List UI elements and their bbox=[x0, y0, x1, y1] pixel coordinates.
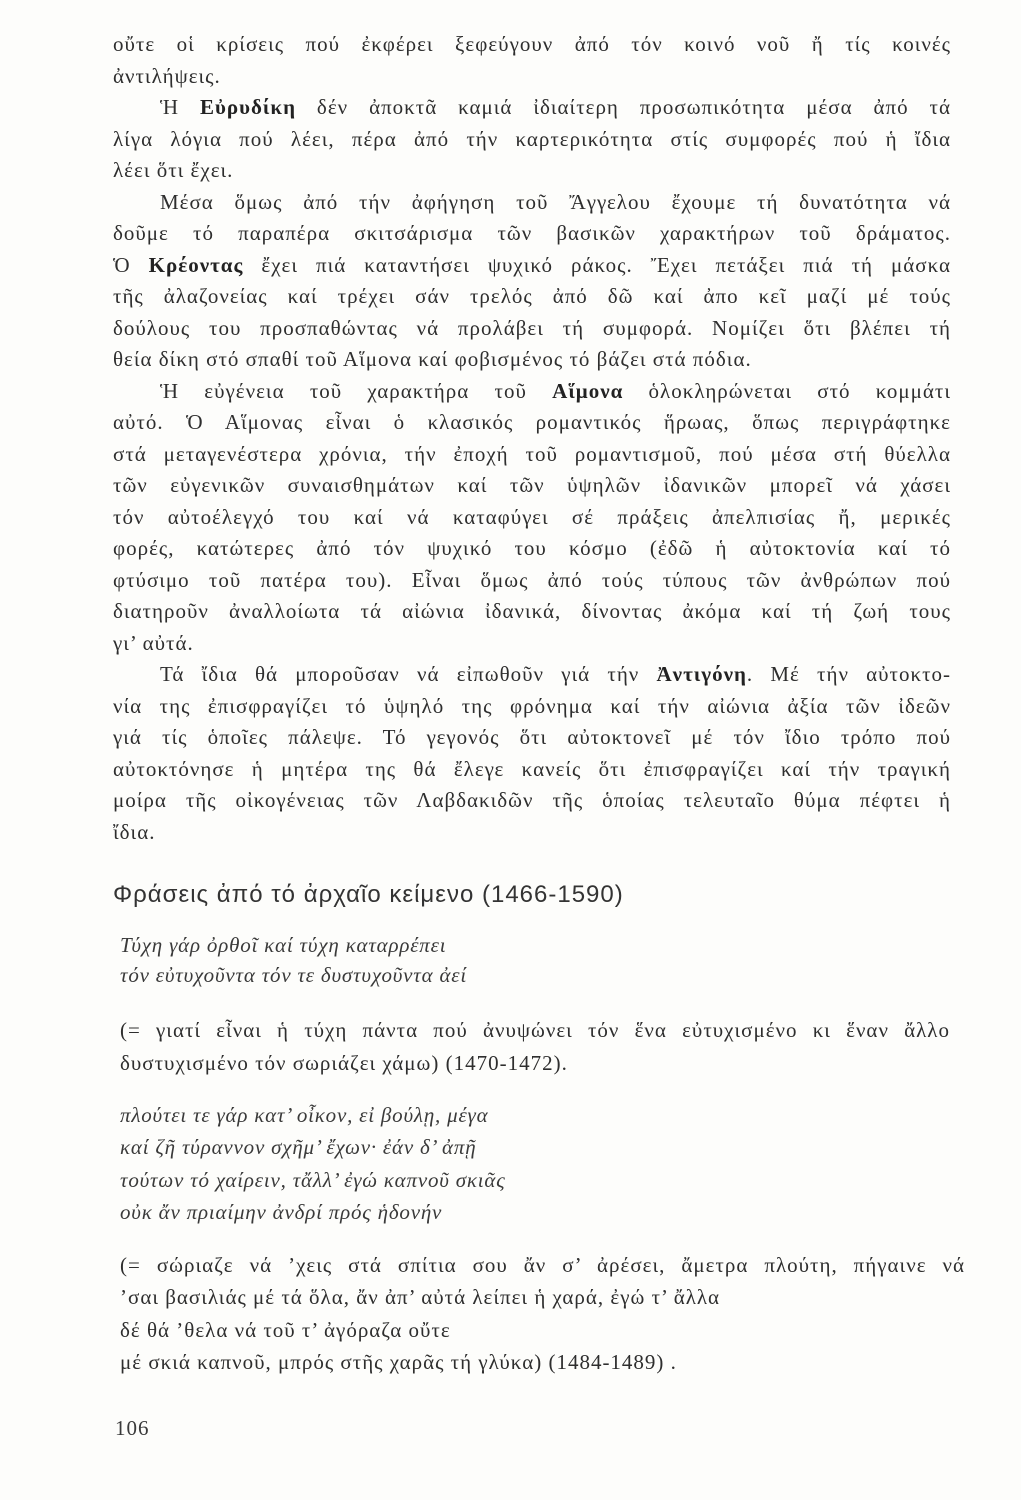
line-text: Ὁ bbox=[113, 252, 149, 277]
body-line: γι’ αὐτά. bbox=[113, 630, 194, 655]
body-line: φτύσιμο τοῦ πατέρα του). Εἶναι ὅμως ἀπό τούς τύπους τῶν ἀνθρώπων πού bbox=[113, 567, 951, 592]
body-line: λίγα λόγια πού λέει, πέρα ἀπό τήν καρτερικότητα στίς συμφορές πού ἡ ἴδια bbox=[113, 126, 951, 151]
body-line: Μέσα ὅμως ἀπό τήν ἀφήγηση τοῦ Ἄγγελου ἔχουμε τή δυνατότητα νά bbox=[160, 189, 951, 214]
body-line: φορές, κατώτερες ἀπό τόν ψυχικό του κόσμο (ἐδῶ ἡ αὐτοκτονία καί τό bbox=[113, 536, 951, 560]
verse-line: καί ζῆ τύραννον σχῆμ’ ἔχων· ἐάν δ’ ἀπῇ bbox=[120, 1135, 477, 1160]
line-text: δέν ἀποκτᾶ καμιά ἰδιαίτερη προσωπικότητα μέσα ἀπό τά bbox=[296, 95, 951, 119]
verse-line: οὐκ ἄν πριαίμην ἀνδρί πρός ἡδονήν bbox=[120, 1199, 443, 1224]
verse-translation bbox=[120, 1249, 965, 1378]
line-text: Ἡ εὐγένεια τοῦ χαρακτήρα τοῦ bbox=[160, 378, 553, 403]
body-line: λέει ὅτι ἔχει. bbox=[113, 158, 234, 182]
translation-line: (= γιατί εἶναι ἡ τύχη πάντα πού ἀνυψώνει τόν ἕνα εὐτυχισμένο κι ἕναν ἄλλο bbox=[120, 1018, 950, 1042]
translation-line: δέ θά ’θελα νά τοῦ τ’ ἀγόραζα οὔτε bbox=[120, 1317, 451, 1342]
character-name-creon: Κρέοντας bbox=[148, 252, 244, 277]
paragraph bbox=[113, 187, 951, 376]
verse-line: πλούτει τε γάρ κατ’ οἶκον, εἰ βούλῃ, μέγα bbox=[120, 1103, 489, 1127]
paragraph bbox=[113, 92, 951, 187]
body-line: δούλους του προσπαθώντας νά προλάβει τή συμφορά. Νομίζει ὅτι βλέπει τή bbox=[113, 315, 951, 340]
translation-line: (= σώριαζε νά ’χεις στά σπίτια σου ἄν σ’ ἀρέσει, ἄμετρα πλούτη, πήγαινε νά bbox=[120, 1253, 965, 1277]
body-line: ἴδια. bbox=[113, 819, 156, 844]
ancient-verse bbox=[120, 930, 467, 990]
line-text: ὁλοκληρώνεται στό κομμάτι bbox=[623, 378, 951, 403]
body-line: γιά τίς ὁποῖες πάλεψε. Τό γεγονός ὅτι αὐτοκτονεῖ μέ τόν ἴδιο τρόπο πού bbox=[113, 725, 951, 749]
body-line: στά μεταγενέστερα χρόνια, τήν ἐποχή τοῦ ρομαντισμοῦ, πού μέσα στή θύελλα bbox=[113, 441, 951, 466]
line-text: Τά ἴδια θά μποροῦσαν νά εἰπωθοῦν γιά τήν bbox=[160, 662, 657, 686]
line-text: ἔχει πιά καταντήσει ψυχικό ράκος. Ἔχει πετάξει πιά τή μάσκα bbox=[243, 252, 951, 277]
verse-line: τούτων τό χαίρειν, τἄλλ’ ἐγώ καπνοῦ σκιᾶς bbox=[120, 1167, 506, 1192]
paragraph bbox=[113, 29, 951, 92]
character-name-haemon: Αἵμονα bbox=[552, 378, 624, 403]
body-line: θεία δίκη στό σπαθί τοῦ Αἵμονα καί φοβισμένος τό βάζει στά πόδια. bbox=[113, 347, 752, 371]
body-line bbox=[113, 250, 951, 282]
line-text: . Μέ τήν αὐτοκτο- bbox=[746, 662, 952, 686]
paragraph bbox=[113, 376, 951, 660]
verse-translation bbox=[120, 1014, 950, 1080]
body-line bbox=[113, 659, 951, 691]
translation-line: ’σαι βασιλιάς μέ τά ὅλα, ἄν ἀπ’ αὐτά λείπει ἡ χαρά, ἐγώ τ’ ἄλλα bbox=[120, 1285, 721, 1310]
body-line bbox=[113, 376, 951, 408]
body-text bbox=[113, 29, 951, 848]
verse-line: τόν εὐτυχοῦντα τόν τε δυστυχοῦντα ἀεί bbox=[120, 963, 468, 987]
character-name-antigone: Ἀντιγόνη bbox=[656, 662, 747, 686]
character-name-eurydice: Εὐρυδίκη bbox=[199, 95, 297, 119]
section-heading: Φράσεις ἀπό τό ἀρχαῖο κείμενο (1466-1590) bbox=[113, 881, 624, 908]
body-line: ἀντιλήψεις. bbox=[113, 63, 221, 88]
body-line: τῆς ἀλαζονείας καί τρέχει σάν τρελός ἀπό δῶ καί ἀπο κεῖ μαζί μέ τούς bbox=[113, 284, 951, 308]
ancient-verse bbox=[120, 1099, 506, 1228]
body-line: μοίρα τῆς οἰκογένειας τῶν Λαβδακιδῶν τῆς ὁποίας τελευταῖο θύμα πέφτει ἡ bbox=[113, 788, 951, 812]
body-line: αὐτοκτόνησε ἡ μητέρα της θά ἔλεγε κανείς ὅτι ἐπισφραγίζει καί τήν τραγική bbox=[113, 756, 951, 781]
body-line: διατηροῦν ἀναλλοίωτα τά αἰώνια ἰδανικά, δίνοντας ἀκόμα καί τή ζωή τους bbox=[113, 599, 951, 623]
line-text: Ἡ bbox=[160, 95, 200, 119]
body-line: τόν αὐτοέλεγχό του καί νά καταφύγει σέ πράξεις ἀπελπισίας ἤ, μερικές bbox=[113, 504, 951, 529]
translation-line: μέ σκιά καπνοῦ, μπρός στῆς χαρᾶς τή γλύκα) (1484-1489) . bbox=[120, 1349, 677, 1374]
page-number: 106 bbox=[115, 1416, 150, 1440]
body-line: οὔτε οἱ κρίσεις πού ἐκφέρει ξεφεύγουν ἀπό τόν κοινό νοῦ ἤ τίς κοινές bbox=[113, 32, 951, 56]
translation-line: δυστυχισμένο τόν σωριάζει χάμω) (1470-1472). bbox=[120, 1051, 568, 1075]
body-line bbox=[113, 92, 951, 124]
body-line: δοῦμε τό παραπέρα σκιτσάρισμα τῶν βασικῶν χαρακτήρων τοῦ δράματος. bbox=[113, 221, 951, 245]
body-line: αὐτό. Ὁ Αἵμονας εἶναι ὁ κλασικός ρομαντικός ἥρωας, ὅπως περιγράφτηκε bbox=[113, 410, 951, 434]
paragraph bbox=[113, 659, 951, 848]
verse-line: Τύχη γάρ ὀρθοῖ καί τύχη καταρρέπει bbox=[120, 933, 447, 957]
body-line: τῶν εὐγενικῶν συναισθημάτων καί τῶν ὑψηλῶν ἰδανικῶν μπορεῖ νά χάσει bbox=[113, 473, 951, 497]
body-line: νία της ἐπισφραγίζει τό ὑψηλό της φρόνημα καί τήν αἰώνια ἀξία τῶν ἰδεῶν bbox=[113, 693, 951, 718]
